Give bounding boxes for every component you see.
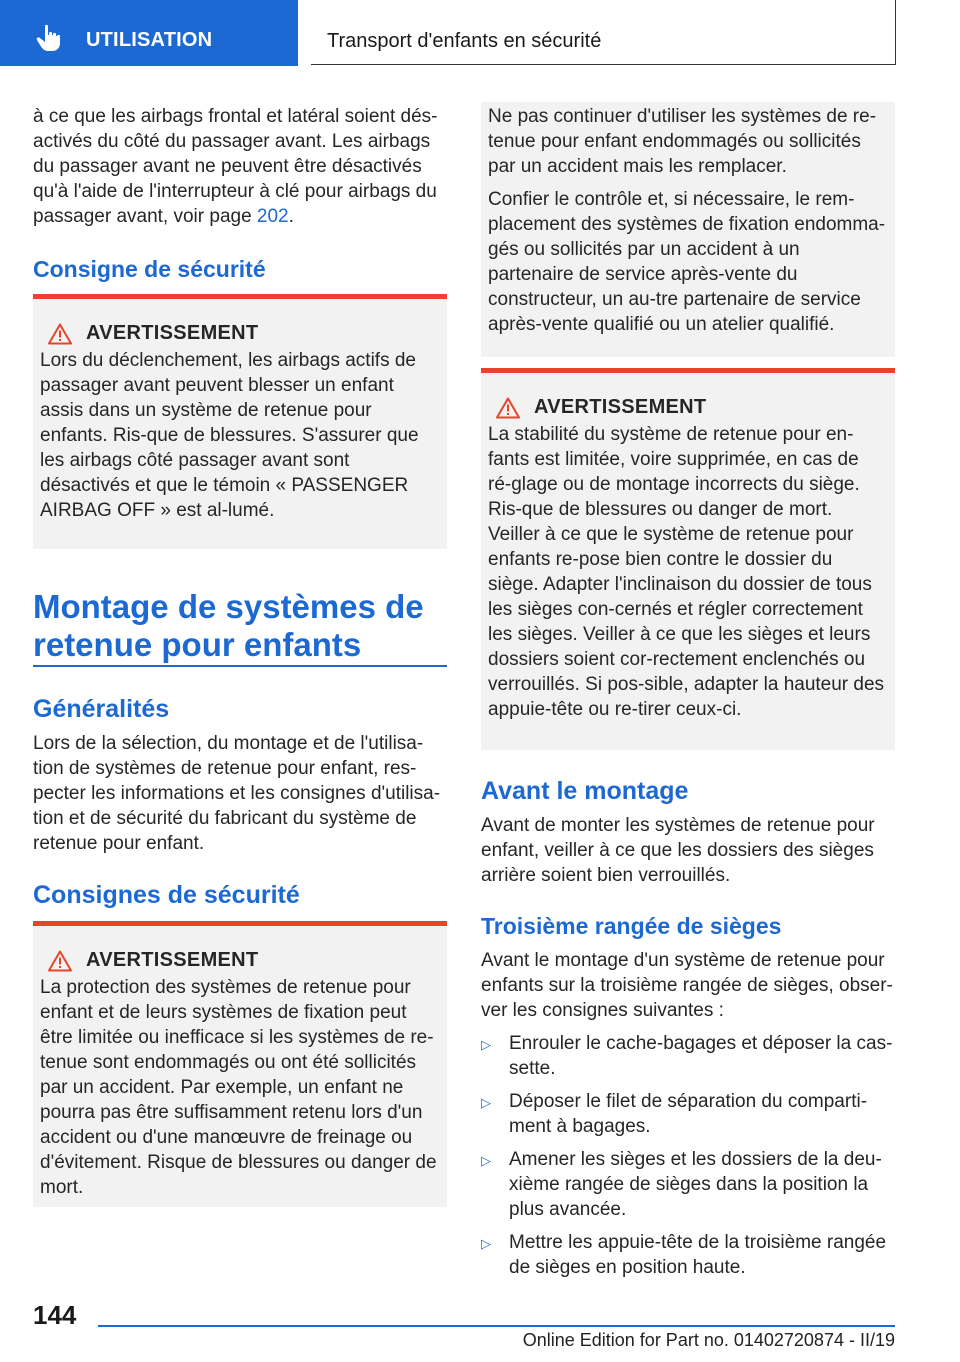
warning-title-2	[40, 948, 439, 973]
hand-pointer-icon	[36, 24, 62, 52]
triangle-bullet-icon: ▷	[481, 1095, 491, 1110]
footer-rule	[98, 1325, 895, 1327]
consigne-heading: Consigne de sécurité	[33, 256, 266, 282]
page-header	[0, 0, 960, 66]
troisieme-rangee-heading: Troisième rangée de sièges	[481, 913, 782, 939]
montage-heading: Montage de systèmes de retenue pour enfants	[33, 588, 424, 663]
triangle-bullet-icon: ▷	[481, 1236, 491, 1251]
warning-box-3	[481, 368, 895, 750]
warning-title-3	[488, 395, 887, 420]
page-link[interactable]: 202	[256, 206, 289, 227]
list-item	[481, 1147, 895, 1222]
list-item	[481, 1089, 895, 1139]
list-item	[481, 1230, 895, 1280]
warning-triangle-icon	[496, 397, 520, 419]
warning-box-2	[33, 921, 447, 1207]
list-item-text: Enrouler le cache-bagages et déposer la cas-sette.	[509, 1033, 893, 1079]
list-item	[481, 1031, 895, 1081]
troisieme-rangee-paragraph: Avant le montage d'un système de retenue pour enfants sur la troisième rangée de sièges, obser-ver les consignes suivantes :	[481, 950, 893, 1021]
warning-triangle-icon	[48, 323, 72, 345]
warning-title-text-3: AVERTISSEMENT	[534, 396, 707, 418]
list-item-text: Mettre les appuie-tête de la troisième rangée de sièges en position haute.	[509, 1232, 887, 1278]
edition-note: Online Edition for Part no. 01402720874 - II/19	[522, 1330, 895, 1350]
generalites-heading: Généralités	[33, 695, 170, 723]
generalites-paragraph: Lors de la sélection, du montage et de l'utilisa-tion de systèmes de retenue pour enfant, res-pecter les informations et les consignes d'utilisa-tion et de sécurité du fabricant du système de retenue pour enfant.	[33, 733, 441, 854]
list-item-text: Déposer le filet de séparation du comparti-ment à bagages.	[509, 1091, 868, 1137]
continuation-paragraph-2: Confier le contrôle et, si nécessaire, le rem-placement des systèmes de fixation endomma-gés ou sollicités par un accident à un partenaire de service après-vente du constructeur, un au-tre partenaire de service après-vente qualifié ou un atelier qualifié.	[488, 189, 886, 335]
warning-continuation-box	[481, 102, 895, 357]
continuation-paragraph-1: Ne pas continuer d'utiliser les systèmes de re-tenue pour enfant endommagés ou sollicités par un accident mais les remplacer.	[488, 106, 877, 177]
warning-text-1: Lors du déclenchement, les airbags actifs de passager avant peuvent blesser un enfant assis dans un système de retenue pour enfants. Ris-que de blessures. S'assurer que les airbags côté passager avant sont désactivés et que le témoin « PASSENGER AIRBAG OFF » est al-lumé.	[40, 350, 419, 521]
intro-end: .	[288, 206, 294, 227]
avant-montage-heading: Avant le montage	[481, 777, 689, 805]
warning-text-2: La protection des systèmes de retenue pour enfant et de leurs systèmes de fixation peut être limitée ou inefficace si les systèmes de re-tenue sont endommagés ou ont été sollicités par un accident. Par exemple, un enfant ne pourra pas être suffisamment retenu lors d'un accident ou d'une manœuvre de freinage ou d'évitement. Risque de blessures ou danger de mort.	[40, 977, 437, 1198]
instruction-list	[481, 1031, 895, 1288]
warning-text-3: La stabilité du système de retenue pour en-fants est limitée, voire supprimée, en cas de ré-glage ou de montage incorrects du siège. Ris-que de blessures ou danger de mort. Veiller à ce que le système de retenue pour enfants re-pose bien contre le dossier du siège. Adapter l'inclinaison du dossier de tous les sièges con-cernés et régler correctement les sièges. Veiller à ce que les sièges et leurs dossiers soient cor-rectement enclenchés ou verrouillés. Si pos-sible, adapter la hauteur des appuie-tête ou re-tirer ceux-ci.	[488, 424, 885, 720]
warning-triangle-icon	[48, 950, 72, 972]
avant-montage-paragraph: Avant de monter les systèmes de retenue pour enfant, veiller à ce que les dossiers des sièges arrière soient bien verrouillés.	[481, 815, 875, 886]
warning-title-text-1: AVERTISSEMENT	[86, 322, 259, 344]
section-label: UTILISATION	[86, 29, 213, 51]
triangle-bullet-icon: ▷	[481, 1153, 491, 1168]
chapter-title: Transport d'enfants en sécurité	[327, 30, 602, 52]
section-tab[interactable]	[0, 0, 298, 66]
intro-paragraph	[33, 104, 447, 229]
page-number: 144	[33, 1300, 77, 1330]
consignes-heading: Consignes de sécurité	[33, 881, 300, 909]
chapter-title-box	[311, 0, 896, 65]
warning-box-1	[33, 294, 447, 549]
warning-title-1	[40, 321, 439, 346]
intro-text: à ce que les airbags frontal et latéral soient dés-activés du côté du passager avant. Les airbags du passager avant ne peuvent être désactivés qu'à l'aide de l'interrupteur à clé pour airbags du passager avant, voir page	[33, 106, 438, 227]
heading-rule	[33, 665, 447, 667]
triangle-bullet-icon: ▷	[481, 1037, 491, 1052]
list-item-text: Amener les sièges et les dossiers de la deu-xième rangée de sièges dans la position la plus avancée.	[509, 1149, 882, 1220]
left-column	[33, 104, 447, 229]
warning-title-text-2: AVERTISSEMENT	[86, 949, 259, 971]
